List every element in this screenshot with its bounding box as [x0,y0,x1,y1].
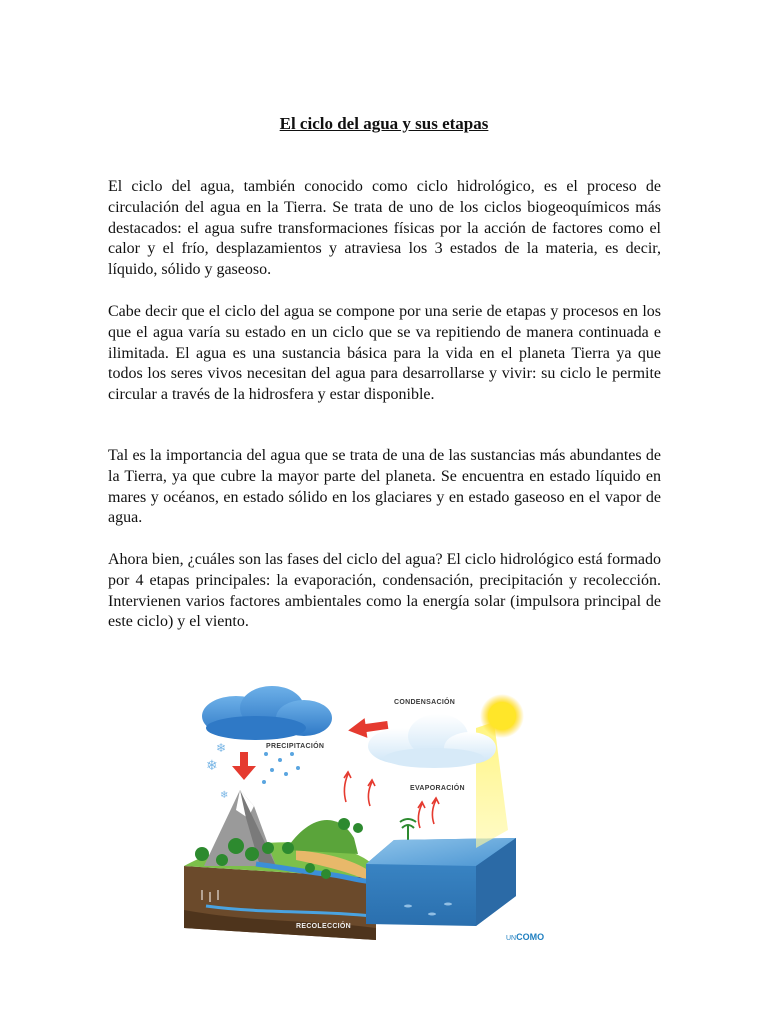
label-collection: RECOLECCIÓN [296,923,352,930]
svg-text:❄: ❄ [206,759,218,774]
precipitation-arrow-icon [232,752,256,780]
paragraph-phases: Ahora bien, ¿cuáles son las fases del ciclo del agua? El ciclo hidrológico está formado por 4 etapas principales: la evaporación, condensación, precipitación y recolección. Intervienen varios factores ambientales como la energía solar (impulsora principal de este ciclo) y el viento. [108,551,661,631]
water-cycle-diagram [176,678,550,946]
svg-text:❄: ❄ [220,790,229,801]
label-evaporation: EVAPORACIÓN [410,785,465,792]
palm-icon [400,819,416,842]
svg-text:❄: ❄ [216,741,227,755]
paragraph-importance: Tal es la importancia del agua que se trata de una de las sustancias más abundantes de la Tierra, ya que cubre la mayor parte del planeta. Se encuentra en estado líquido en mares y océanos, en estado sólido en los glaciares y en estado gaseoso en el vapor de agua. [108,447,661,527]
label-precipitation: PRECIPITACIÓN [266,743,325,750]
paragraph-stages: Cabe decir que el ciclo del agua se compone por una serie de etapas y procesos en los que el agua varía su estado en un ciclo que se va repitiendo de manera continuada e ilimitada. El agua es una sustancia básica para la vida en el planeta Tierra ya que todos los seres vivos necesitan del agua para desarrollarse y vivir: su ciclo le permite circular a través de la hidrosfera y estar disponible. [108,303,661,404]
label-condensation: CONDENSACIÓN [394,699,456,706]
ocean-block [366,838,516,926]
brand-logo [506,932,544,942]
brand-name: COMO [516,932,545,942]
mountain-icon [204,790,276,866]
rain-drops-icon [262,752,300,784]
snowflake-icon [206,741,228,801]
document-title: El ciclo del agua y sus etapas [279,114,489,133]
paragraph-intro: El ciclo del agua, también conocido como ciclo hidrológico, es el proceso de circulación del agua en la Tierra. Se trata de uno de los ciclos biogeoquímicos más destacados: el agua sufre transformaciones físicas por la acción de factores como el calor y el frío, desplazamientos y atraviesa los 3 estados de la materia, es decir, líquido, sólido y gaseoso. [108,178,661,279]
rain-cloud-icon [202,686,332,740]
sun-icon [476,694,524,848]
brand-prefix: UN [506,935,517,942]
evaporation-arrows-icon [344,772,439,828]
